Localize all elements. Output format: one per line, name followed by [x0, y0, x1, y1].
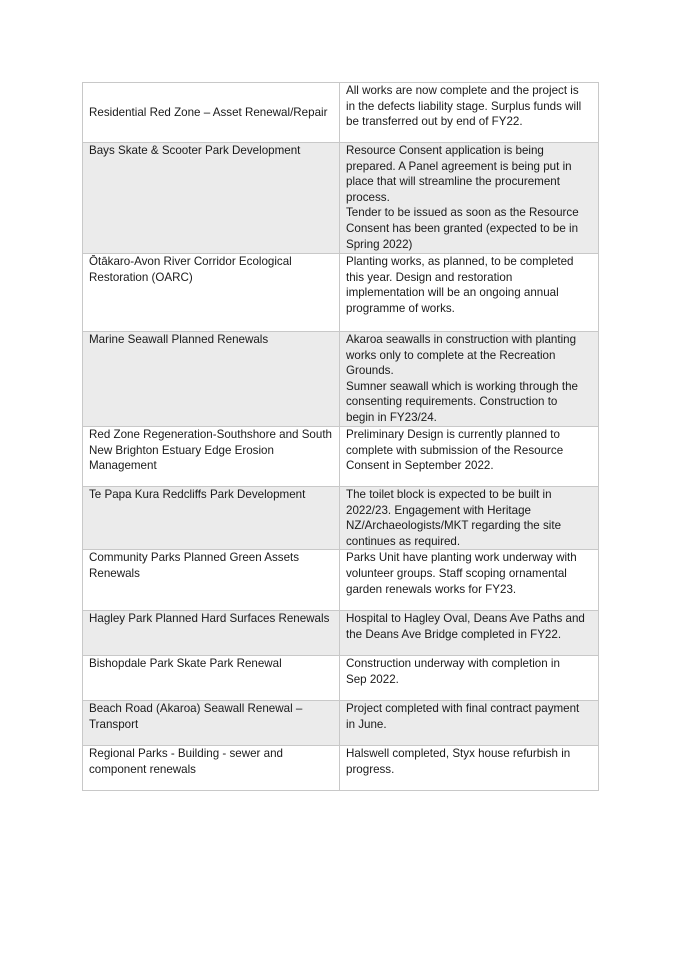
project-name: Te Papa Kura Redcliffs Park Development: [89, 488, 306, 501]
status-line: Tender to be issued as soon as the Resource: [346, 206, 579, 220]
project-name: Bays Skate & Scooter Park Development: [89, 144, 301, 157]
project-name-cell: [83, 254, 340, 332]
status-line: prepared. A Panel agreement is being put in: [346, 159, 572, 173]
project-name: Beach Road (Akaroa) Seawall Renewal – Transport: [89, 702, 303, 731]
project-name-cell: [83, 656, 340, 701]
status-line: Resource Consent application is being: [346, 144, 544, 157]
project-name: Marine Seawall Planned Renewals: [89, 333, 269, 346]
status-line: process.: [346, 190, 390, 204]
project-name: Bishopdale Park Skate Park Renewal: [89, 657, 282, 671]
status-line: Construction underway with completion in: [346, 657, 560, 671]
status-line: garden renewals works for FY23.: [346, 582, 517, 596]
status-line: volunteer groups. Staff scoping ornamental: [346, 566, 567, 580]
status-line: works only to complete at the Recreation: [346, 348, 556, 362]
project-status-cell: [340, 701, 599, 746]
status-line: progress.: [346, 762, 395, 776]
status-line: programme of works.: [346, 301, 455, 315]
table-row: [83, 332, 599, 427]
table-row: [83, 656, 599, 701]
project-name: Community Parks Planned Green Assets Renewals: [89, 551, 300, 580]
status-line: the Deans Ave Bridge completed in FY22.: [346, 627, 562, 641]
status-line: Project completed with final contract payment: [346, 702, 580, 716]
project-name-cell: [83, 701, 340, 746]
project-status-cell: [340, 254, 599, 332]
project-name-cell: [83, 487, 340, 550]
table-row: [83, 427, 599, 487]
project-name-cell: [83, 83, 340, 143]
status-line: The toilet block is expected to be built in: [346, 488, 552, 501]
status-line: Consent has been granted (expected to be in: [346, 221, 579, 235]
status-line: complete with submission of the Resource: [346, 443, 564, 457]
project-name-cell: [83, 143, 340, 254]
project-status-cell: [340, 611, 599, 656]
status-line: Akaroa seawalls in construction with planting: [346, 333, 577, 346]
status-line: implementation will be an ongoing annual: [346, 286, 559, 300]
status-line: All works are now complete and the project is: [346, 84, 579, 97]
project-name: Regional Parks - Building - sewer and component renewals: [89, 747, 283, 776]
status-line: this year. Design and restoration: [346, 270, 513, 284]
status-line: place that will streamline the procurement: [346, 175, 560, 189]
table-row: [83, 611, 599, 656]
status-line: Halswell completed, Styx house refurbish in: [346, 747, 571, 761]
project-name-cell: [83, 746, 340, 791]
project-name: Red Zone Regeneration-Southshore and South New Brighton Estuary Edge Erosion Management: [89, 428, 332, 473]
project-status-cell: [340, 746, 599, 791]
project-name-cell: [83, 611, 340, 656]
table-row: [83, 746, 599, 791]
project-name: Residential Red Zone – Asset Renewal/Repair: [89, 105, 328, 119]
status-line: in the defects liability stage. Surplus funds will: [346, 99, 582, 113]
status-line: Parks Unit have planting work underway with: [346, 551, 577, 565]
project-status-cell: [340, 143, 599, 254]
status-line: Grounds.: [346, 364, 394, 378]
project-name-cell: [83, 550, 340, 611]
project-status-cell: [340, 550, 599, 611]
project-status-cell: [340, 83, 599, 143]
table-row: [83, 254, 599, 332]
project-status-cell: [340, 487, 599, 550]
table-row: [83, 701, 599, 746]
table-row: [83, 143, 599, 254]
status-line: Spring 2022): [346, 237, 413, 251]
project-status-cell: [340, 656, 599, 701]
status-line: Consent in September 2022.: [346, 459, 494, 473]
project-status-table: [82, 82, 599, 791]
status-line: Hospital to Hagley Oval, Deans Ave Paths and: [346, 612, 585, 626]
status-line: in June.: [346, 717, 387, 731]
status-line: Preliminary Design is currently planned to: [346, 428, 560, 441]
status-line: begin in FY23/24.: [346, 410, 437, 424]
status-line: Sumner seawall which is working through the: [346, 379, 578, 393]
project-name: Hagley Park Planned Hard Surfaces Renewals: [89, 612, 330, 626]
project-name-cell: [83, 332, 340, 427]
project-status-cell: [340, 427, 599, 487]
status-line: be transferred out by end of FY22.: [346, 115, 523, 129]
table-row: [83, 487, 599, 550]
project-name-cell: [83, 427, 340, 487]
status-line: NZ/Archaeologists/MKT regarding the site: [346, 519, 562, 533]
status-line: consenting requirements. Construction to: [346, 395, 558, 409]
status-line: Sep 2022.: [346, 672, 399, 686]
project-status-cell: [340, 332, 599, 427]
status-line: Planting works, as planned, to be completed: [346, 255, 574, 268]
table-row: [83, 550, 599, 611]
table-row: [83, 83, 599, 143]
project-name: Ōtākaro-Avon River Corridor Ecological Restoration (OARC): [89, 255, 292, 284]
status-line: continues as required.: [346, 534, 461, 548]
status-line: 2022/23. Engagement with Heritage: [346, 503, 531, 517]
